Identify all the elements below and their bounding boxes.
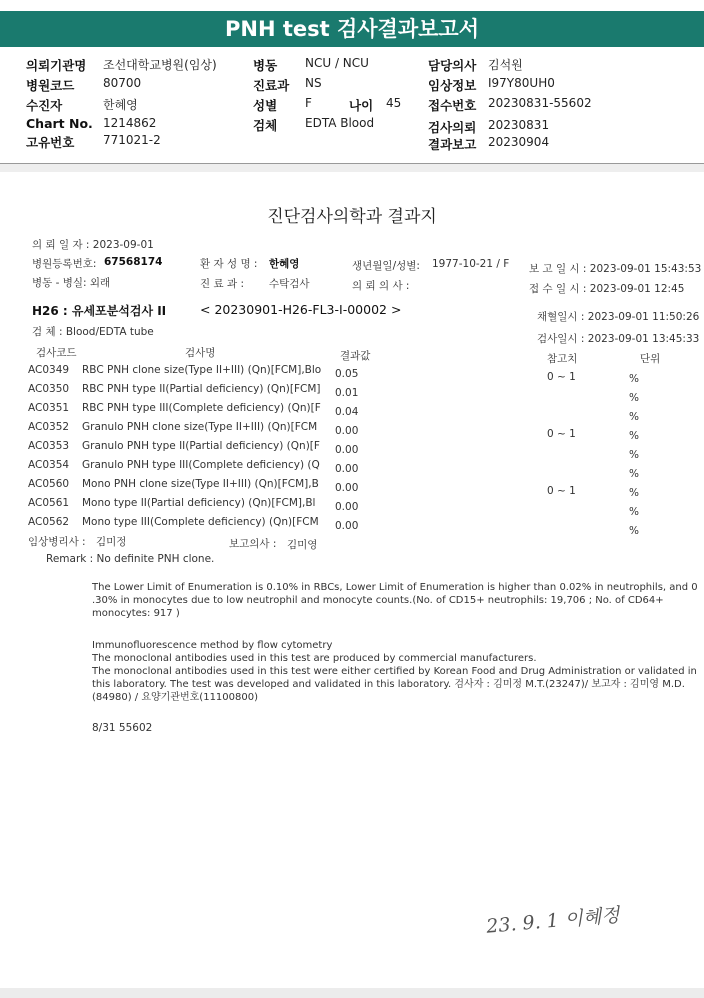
header-value: 김석원 — [488, 58, 523, 72]
dept-value: 수탁검사 — [269, 278, 310, 290]
paragraph-line: Immunofluorescence method by flow cytometry — [92, 640, 333, 651]
reporter-label: 보고의사 : — [229, 538, 277, 550]
report-title: 진단검사의학과 결과지 — [267, 207, 437, 227]
header-value: I97Y80UH0 — [488, 76, 555, 90]
row-test-name: Mono type III(Complete deficiency) (Qn)[FCM — [82, 516, 319, 528]
header-value: 20230831-55602 — [488, 96, 592, 110]
header-label: 임상정보 — [428, 78, 477, 93]
row-result: 0.04 — [335, 406, 359, 418]
footer-bar — [0, 988, 704, 998]
paragraph-line: monocytes: 917 ) — [92, 608, 180, 619]
header-label: 검사의뢰 — [428, 120, 477, 135]
row-result: 0.00 — [335, 520, 359, 532]
requesting-doctor: 의 뢰 의 사 : — [352, 280, 410, 292]
row-code: AC0353 — [28, 440, 70, 452]
row-test-name: RBC PNH type III(Complete deficiency) (Qn)[F — [82, 402, 321, 414]
header-value: 80700 — [103, 76, 142, 90]
row-code: AC0351 — [28, 402, 70, 414]
header-label: 접수번호 — [428, 98, 477, 113]
patient-name: 한혜영 — [269, 258, 300, 270]
enumeration-note — [92, 581, 698, 620]
patient-label: 환 자 성 명 : — [200, 258, 258, 270]
row-unit: % — [629, 487, 639, 499]
reg-no: 67568174 — [104, 256, 163, 268]
header-value: 한혜영 — [103, 98, 138, 112]
col-code: 검사코드 — [36, 347, 77, 359]
row-unit: % — [629, 449, 639, 461]
row-result: 0.01 — [335, 387, 359, 399]
row-code: AC0350 — [28, 383, 70, 395]
header-value: EDTA Blood — [305, 116, 375, 130]
row-unit: % — [629, 411, 639, 423]
row-test-name: RBC PNH type II(Partial deficiency) (Qn)[FCM] — [82, 383, 321, 395]
row-test-name: Granulo PNH type II(Partial deficiency) (Qn)[F — [82, 440, 320, 452]
collected-date: 채혈일시 : 2023-09-01 11:50:26 — [537, 311, 700, 323]
row-result: 0.00 — [335, 463, 359, 475]
age-value: 45 — [386, 96, 402, 110]
header-value: NS — [305, 76, 322, 90]
row-code: AC0349 — [28, 364, 70, 376]
row-code: AC0354 — [28, 459, 70, 471]
paragraph-line: this laboratory. The test was developed and validated in this laboratory. 검사자 : 김미정 M.T.(23247)/ 보고자 : 김미영 M.D. — [92, 679, 685, 690]
paragraph-line: (84980) / 요양기관번호(11100800) — [92, 692, 259, 703]
row-reference: 0 ~ 1 — [547, 428, 576, 440]
reg-no-label: 병원등록번호: — [32, 258, 97, 270]
row-unit: % — [629, 506, 639, 518]
accession-number: < 20230901-H26-FL3-I-00002 > — [200, 302, 402, 317]
col-unit: 단위 — [640, 353, 661, 365]
section-gap — [0, 164, 704, 172]
row-unit: % — [629, 468, 639, 480]
received-date: 접 수 일 시 : 2023-09-01 12:45 — [529, 283, 685, 295]
row-test-name: RBC PNH clone size(Type II+III) (Qn)[FCM],Blo — [82, 364, 322, 376]
method-note — [92, 639, 697, 704]
header-label: Chart No. — [26, 116, 93, 131]
birth-label: 생년월일/성별: — [352, 260, 420, 272]
row-reference: 0 ~ 1 — [547, 485, 576, 497]
age-label: 나이 — [349, 98, 374, 113]
row-result: 0.00 — [335, 501, 359, 513]
header-value: F — [305, 96, 312, 110]
order-note: 8/31 55602 — [92, 722, 153, 734]
col-name: 검사명 — [185, 347, 216, 359]
specimen: 검 체 : Blood/EDTA tube — [32, 326, 154, 338]
col-result: 결과값 — [340, 350, 371, 362]
ward: 병동 - 병실: 외래 — [32, 277, 111, 289]
header-label: 병동 — [253, 58, 278, 73]
row-code: AC0561 — [28, 497, 70, 509]
header-value: 20230904 — [488, 135, 550, 149]
row-unit: % — [629, 373, 639, 385]
row-result: 0.05 — [335, 368, 359, 380]
header-label: 성별 — [253, 98, 278, 113]
row-result: 0.00 — [335, 425, 359, 437]
row-test-name: Mono type II(Partial deficiency) (Qn)[FCM],Bl — [82, 497, 316, 509]
report-banner-title: PNH test 검사결과보고서 — [0, 11, 704, 47]
header-label: 고유번호 — [26, 135, 75, 150]
row-code: AC0560 — [28, 478, 70, 490]
handwritten-signature: 23. 9. 1 이혜정 — [485, 904, 621, 938]
header-label: 검체 — [253, 118, 278, 133]
header-label: 의뢰기관명 — [26, 58, 87, 73]
remark: Remark : No definite PNH clone. — [46, 553, 215, 565]
header-label: 결과보고 — [428, 137, 477, 152]
header-value: 771021-2 — [103, 133, 161, 147]
tech-name: 김미정 — [96, 536, 127, 548]
report-date: 보 고 일 시 : 2023-09-01 15:43:53 — [529, 263, 702, 275]
paragraph-line: The monoclonal antibodies used in this test were either certified by Korean Food and Drug Administration or validated in — [92, 666, 697, 677]
row-unit: % — [629, 392, 639, 404]
request-date: 의 뢰 일 자 : 2023-09-01 — [32, 239, 154, 251]
col-ref: 참고치 — [547, 353, 578, 365]
row-test-name: Granulo PNH type III(Complete deficiency) (Q — [82, 459, 320, 471]
row-result: 0.00 — [335, 444, 359, 456]
row-unit: % — [629, 430, 639, 442]
row-result: 0.00 — [335, 482, 359, 494]
reporter-name: 김미영 — [287, 539, 318, 551]
header-label: 병원코드 — [26, 78, 75, 93]
dept-label: 진 료 과 : — [200, 278, 244, 290]
row-unit: % — [629, 525, 639, 537]
row-test-name: Mono PNH clone size(Type II+III) (Qn)[FCM],B — [82, 478, 319, 490]
paragraph-line: .30% in monocytes due to low neutrophil and monocyte counts.(No. of CD15+ neutrophils: 19,706 ; No. of CD64+ — [92, 595, 664, 606]
row-reference: 0 ~ 1 — [547, 371, 576, 383]
header-label: 진료과 — [253, 78, 290, 93]
birth-value: 1977-10-21 / F — [432, 258, 510, 270]
header-value: NCU / NCU — [305, 56, 369, 70]
header-value: 조선대학교병원(임상) — [103, 58, 217, 72]
row-code: AC0562 — [28, 516, 70, 528]
tech-label: 임상병리사 : — [28, 536, 86, 548]
paragraph-line: The monoclonal antibodies used in this test are produced by commercial manufacturers. — [92, 653, 537, 664]
row-code: AC0352 — [28, 421, 70, 433]
header-value: 20230831 — [488, 118, 550, 132]
header-value: 1214862 — [103, 116, 157, 130]
test-group: H26 : 유세포분석검사 II — [32, 304, 167, 318]
row-test-name: Granulo PNH clone size(Type II+III) (Qn)[FCM — [82, 421, 318, 433]
header-label: 담당의사 — [428, 58, 477, 73]
header-label: 수진자 — [26, 98, 63, 113]
paragraph-line: The Lower Limit of Enumeration is 0.10% in RBCs, Lower Limit of Enumeration is higher than 0.02% in neutrophils, and 0 — [92, 582, 698, 593]
examined-date: 검사일시 : 2023-09-01 13:45:33 — [537, 333, 700, 345]
